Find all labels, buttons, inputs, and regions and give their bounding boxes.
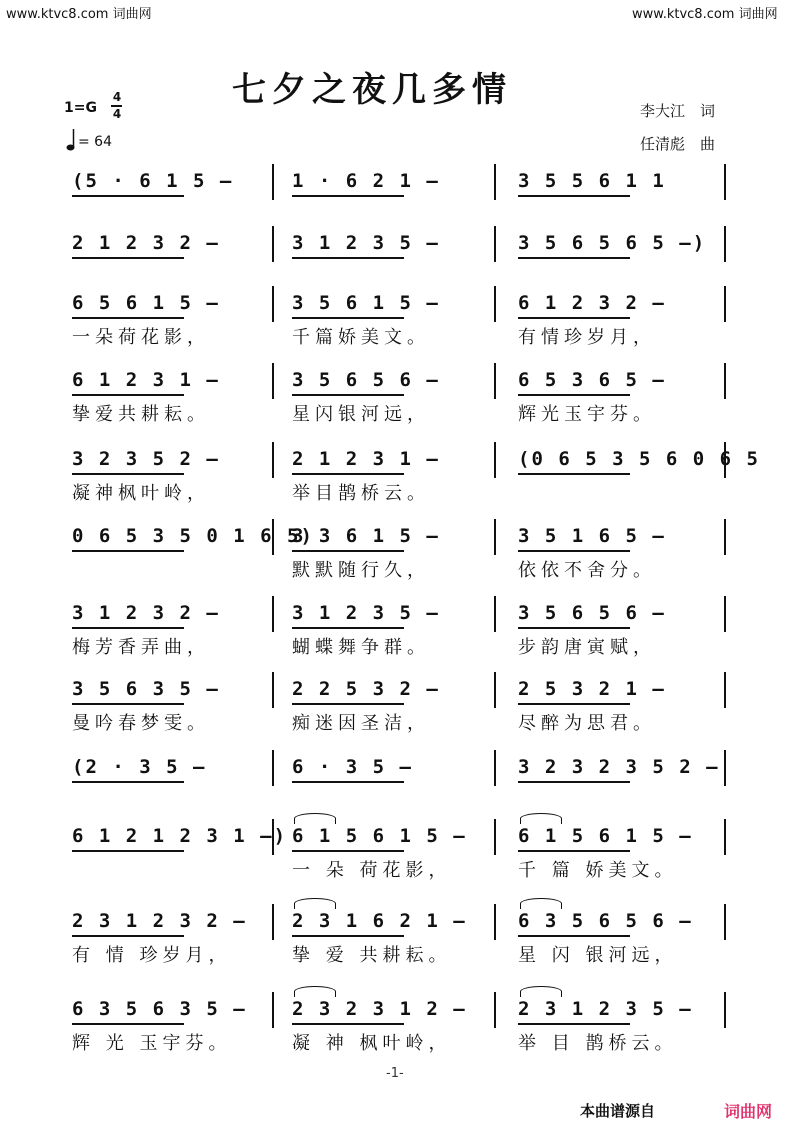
barline [272,596,274,632]
barline-end [724,750,726,786]
barline [494,750,496,786]
measure-notes: 2 3 2 3 1 2 – [292,998,467,1020]
eighth-beam [518,703,630,705]
eighth-beam [72,935,184,937]
eighth-beam [72,317,184,319]
eighth-beam [72,781,184,783]
measure-notes: 6 3 5 6 5 6 – [518,910,693,932]
barline [272,363,274,399]
barline [272,164,274,200]
barline-end [724,819,726,855]
tie-arc [294,898,336,909]
lyric-text: 星闪银河远， [292,404,430,425]
lyric-text: 凝神枫叶岭， [72,483,210,504]
composer: 任清彪 曲 [640,135,716,153]
barline-end [724,904,726,940]
page-number: -1- [386,1066,404,1081]
tie-arc [520,813,562,824]
footer-source-label: 本曲谱源自 [580,1102,656,1120]
barline [494,164,496,200]
barline [494,226,496,262]
measure-notes: 2 5 3 2 1 – [518,678,666,700]
measure-notes: 0 6 5 3 5 0 1 6 5) [72,525,314,547]
measure-notes: 3 5 1 6 5 – [518,525,666,547]
eighth-beam [292,781,404,783]
barline [272,226,274,262]
eighth-beam [518,627,630,629]
eighth-beam [292,1023,404,1025]
tie-arc [520,898,562,909]
eighth-beam [292,703,404,705]
eighth-beam [72,195,184,197]
measure-notes: (2 · 3 5 – [72,756,207,778]
lyric-text: 一 朵 荷花影， [292,860,452,881]
barline-end [724,596,726,632]
barline-end [724,672,726,708]
eighth-beam [292,394,404,396]
measure-notes: 2 1 2 3 1 – [292,448,440,470]
eighth-beam [292,850,404,852]
quarter-note-icon [66,128,76,156]
eighth-beam [518,473,630,475]
measure-notes: 2 3 1 2 3 5 – [518,998,693,1020]
barline [494,363,496,399]
barline [272,442,274,478]
lyric-text: 梅芳香弄曲， [72,637,210,658]
measure-notes: 3 5 6 5 6 – [292,369,440,391]
watermark-left: www.ktvc8.com 词曲网 [6,7,152,22]
barline [494,286,496,322]
measure-notes: 2 3 1 6 2 1 – [292,910,467,932]
lyric-text: 举目鹊桥云。 [292,483,430,504]
lyric-text: 蝴蝶舞争群。 [292,637,430,658]
lyric-text: 千篇娇美文。 [292,327,430,348]
measure-notes: 3 5 6 1 5 – [292,292,440,314]
eighth-beam [72,850,184,852]
eighth-beam [518,317,630,319]
key-signature: 1=G [64,100,97,116]
eighth-beam [72,1023,184,1025]
measure-notes: 6 3 5 6 3 5 – [72,998,247,1020]
lyric-text: 有情珍岁月， [518,327,656,348]
measure-notes: 6 1 2 3 1 – [72,369,220,391]
tempo-marking: = 64 [78,134,112,150]
eighth-beam [518,850,630,852]
barline-end [724,363,726,399]
lyric-text: 挚爱共耕耘。 [72,404,210,425]
measure-notes: 6 5 6 1 5 – [72,292,220,314]
lyric-text: 举 目 鹊桥云。 [518,1033,678,1054]
eighth-beam [72,394,184,396]
eighth-beam [72,627,184,629]
barline [494,904,496,940]
barline-end [724,164,726,200]
eighth-beam [72,257,184,259]
eighth-beam [292,550,404,552]
time-signature-numerator: 4 [112,90,122,104]
eighth-beam [292,935,404,937]
eighth-beam [292,627,404,629]
barline-end [724,519,726,555]
measure-notes: 2 3 1 2 3 2 – [72,910,247,932]
measure-notes: 6 5 3 6 5 – [518,369,666,391]
measure-notes: 3 5 5 6 1 1 [518,170,666,192]
measure-notes: 2 1 2 3 2 – [72,232,220,254]
lyric-text: 凝 神 枫叶岭， [292,1033,452,1054]
lyric-text: 一朵荷花影， [72,327,210,348]
barline [494,442,496,478]
measure-notes: 3 5 6 5 6 – [518,602,666,624]
measure-notes: 6 · 3 5 – [292,756,413,778]
tie-arc [294,813,336,824]
barline-end [724,286,726,322]
measure-notes: 2 2 5 3 2 – [292,678,440,700]
measure-notes: 3 2 3 5 2 – [72,448,220,470]
measure-notes: (0 6 5 3 5 6 0 6 5 [518,448,760,470]
lyric-text: 辉光玉宇芬。 [518,404,656,425]
eighth-beam [72,473,184,475]
tie-arc [520,986,562,997]
measure-notes: 3 3 6 1 5 – [292,525,440,547]
lyric-text: 有 情 珍岁月， [72,945,232,966]
lyric-text: 步韵唐寅赋， [518,637,656,658]
eighth-beam [518,257,630,259]
barline [272,672,274,708]
measure-notes: 3 1 2 3 5 – [292,602,440,624]
barline [272,750,274,786]
eighth-beam [292,195,404,197]
measure-notes: (5 · 6 1 5 – [72,170,234,192]
lyric-text: 依依不舍分。 [518,560,656,581]
eighth-beam [292,473,404,475]
measure-notes: 6 1 5 6 1 5 – [292,825,467,847]
barline [272,992,274,1028]
lyric-text: 星 闪 银河远， [518,945,678,966]
barline-end [724,226,726,262]
lyric-text: 默默随行久， [292,560,430,581]
lyric-text: 痴迷因圣洁， [292,713,430,734]
eighth-beam [292,257,404,259]
eighth-beam [518,935,630,937]
barline [494,819,496,855]
measure-notes: 3 5 6 3 5 – [72,678,220,700]
measure-notes: 3 5 6 5 6 5 –) [518,232,707,254]
eighth-beam [518,550,630,552]
lyric-text: 千 篇 娇美文。 [518,860,678,881]
measure-notes: 6 1 5 6 1 5 – [518,825,693,847]
eighth-beam [518,781,630,783]
eighth-beam [518,394,630,396]
measure-notes: 3 2 3 2 3 5 2 – [518,756,720,778]
lyric-text: 辉 光 玉宇芬。 [72,1033,232,1054]
eighth-beam [518,1023,630,1025]
measure-notes: 1 · 6 2 1 – [292,170,440,192]
barline [494,596,496,632]
measure-notes: 3 1 2 3 2 – [72,602,220,624]
eighth-beam [292,317,404,319]
watermark-right: www.ktvc8.com 词曲网 [632,7,778,22]
lyric-text: 挚 爱 共耕耘。 [292,945,452,966]
lyric-text: 曼吟春梦雯。 [72,713,210,734]
eighth-beam [72,703,184,705]
barline [494,519,496,555]
song-title: 七夕之夜几多情 [232,70,512,110]
barline [494,992,496,1028]
lyric-text: 尽醉为思君。 [518,713,656,734]
footer-brand: 词曲网 [724,1102,773,1121]
eighth-beam [518,195,630,197]
measure-notes: 6 1 2 3 2 – [518,292,666,314]
time-signature-denominator: 4 [112,107,122,121]
measure-notes: 6 1 2 1 2 3 1 –) [72,825,288,847]
barline [272,286,274,322]
eighth-beam [72,550,184,552]
barline [272,904,274,940]
barline-end [724,992,726,1028]
barline [494,672,496,708]
lyricist: 李大江 词 [640,102,716,120]
tie-arc [294,986,336,997]
measure-notes: 3 1 2 3 5 – [292,232,440,254]
